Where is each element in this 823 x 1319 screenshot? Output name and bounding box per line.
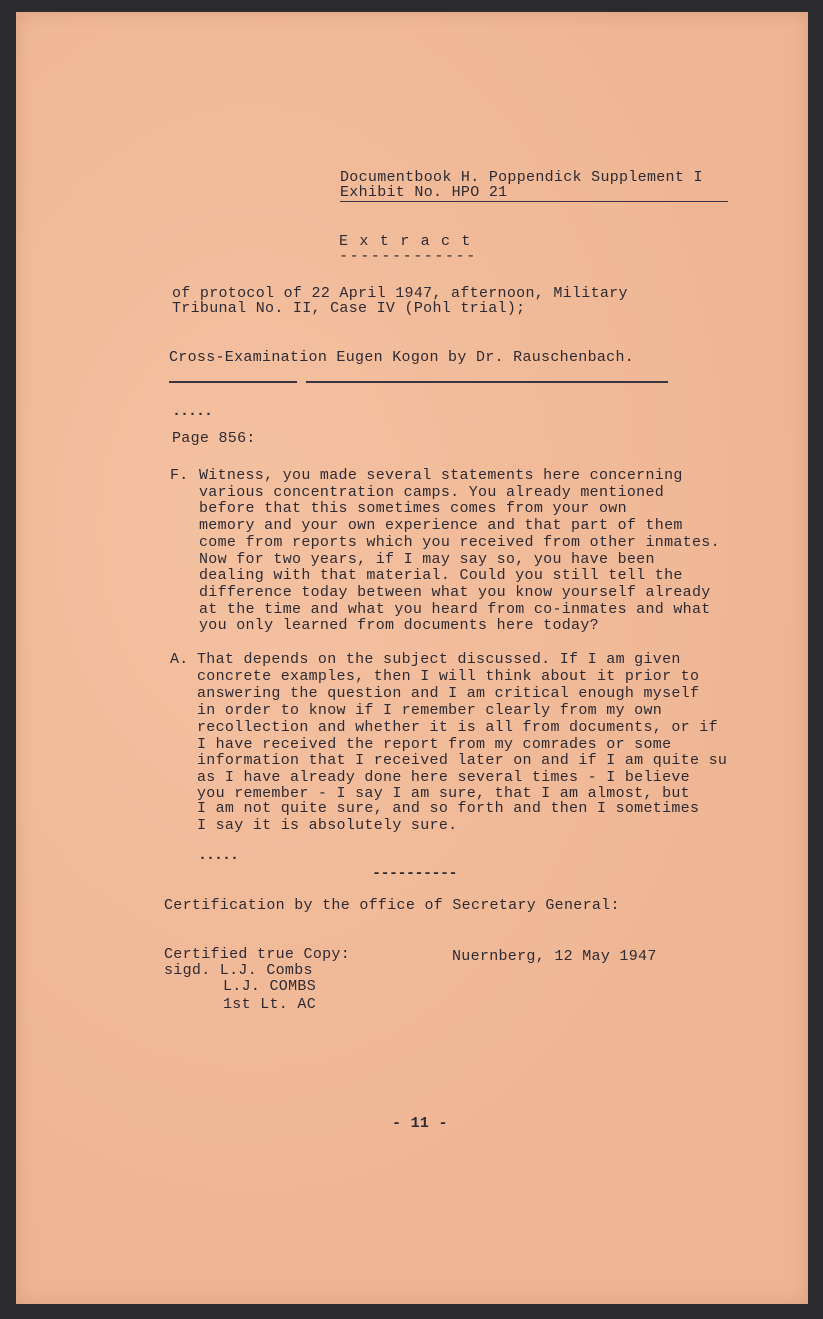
question-line: Now for two years, if I may say so, you have been (199, 550, 655, 568)
answer-line: as I have already done here several times - I believe (197, 769, 690, 787)
page-reference: Page 856: (172, 430, 256, 447)
subject-underline-right (306, 381, 668, 383)
question-line: before that this sometimes comes from your own (199, 500, 627, 518)
signer-rank: 1st Lt. AC (223, 996, 317, 1013)
extract-title: E x t r a c t (339, 233, 472, 250)
page-number: - 11 - (392, 1115, 448, 1132)
subject-line: Cross-Examination Eugen Kogon by Dr. Rauschenbach. (169, 349, 635, 366)
header-exhibit: Exhibit No. HPO 21 (340, 184, 508, 201)
answer-line: answering the question and I am critical enough myself (197, 684, 700, 702)
document-page (16, 12, 808, 1304)
ellipsis-top: ..... (172, 403, 213, 420)
place-date: Nuernberg, 12 May 1947 (452, 948, 657, 965)
question-line: dealing with that material. Could you still tell the (199, 567, 683, 585)
question-line: various concentration camps. You already mentioned (199, 483, 665, 501)
answer-line: in order to know if I remember clearly from my own (197, 701, 663, 719)
header-documentbook: Documentbook H. Poppendick Supplement I (340, 169, 703, 186)
ellipsis-bottom: ..... (198, 847, 239, 864)
intro-line-2: Tribunal No. II, Case IV (Pohl trial); (172, 300, 526, 317)
answer-line: information that I received later on and if I am quite su (197, 752, 728, 770)
question-line: you only learned from documents here today? (199, 617, 599, 635)
answer-line: recollection and whether it is all from documents, or if (197, 718, 718, 736)
question-line: at the time and what you heard from co-inmates and what (199, 600, 711, 618)
signature-line: sigd. L.J. Combs (164, 962, 313, 979)
question-line: come from reports which you received from other inmates. (199, 533, 720, 551)
question-marker: F. (170, 467, 189, 484)
answer-line: I have received the report from my comrades or some (197, 735, 672, 753)
extract-title-underline: ------------- (339, 248, 477, 265)
signer-name: L.J. COMBS (223, 978, 317, 995)
question-text (199, 468, 720, 635)
certified-true-copy: Certified true Copy: (164, 946, 351, 963)
question-line: Witness, you made several statements here concerning (199, 467, 683, 484)
intro-line-1: of protocol of 22 April 1947, afternoon, Military (172, 285, 628, 302)
answer-line: I say it is absolutely sure. (197, 816, 458, 834)
answer-marker: A. (170, 651, 189, 668)
answer-line: That depends on the subject discussed. If I am given (197, 651, 681, 668)
answer-line: concrete examples, then I will think about it prior to (197, 667, 700, 685)
separator-dashes: ---------- (372, 865, 458, 882)
answer-text (197, 652, 727, 834)
header-underline (340, 201, 728, 202)
question-line: memory and your own experience and that part of them (199, 517, 683, 535)
certification-heading: Certification by the office of Secretary General: (164, 897, 620, 914)
subject-underline-left (169, 381, 297, 383)
answer-line: you remember - I say I am sure, that I am almost, but (197, 785, 690, 803)
answer-line: I am not quite sure, and so forth and then I sometimes (197, 800, 700, 818)
question-line: difference today between what you know yourself already (199, 583, 711, 601)
